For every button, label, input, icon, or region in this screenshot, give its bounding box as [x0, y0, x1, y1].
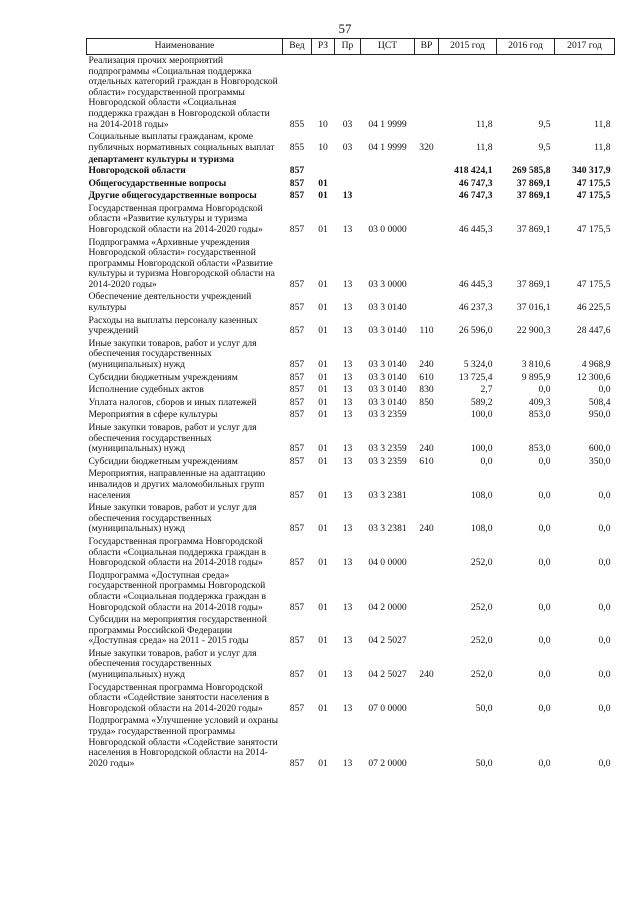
cell-rz: 01 [318, 396, 328, 408]
table-row [87, 315, 615, 338]
table-row [87, 237, 615, 292]
cell-2016: 409,3 [528, 396, 551, 408]
cell-2015: 50,0 [475, 757, 493, 769]
cell-ved: 857 [289, 384, 305, 396]
cell-2017: 0,0 [598, 384, 611, 396]
cell-pr: 13 [342, 325, 353, 337]
table-row [87, 55, 615, 132]
cell-name: Иные закупки товаров, работ и услуг для обеспечения государственных (муниципальных) нужд [88, 422, 257, 455]
table-row [87, 409, 615, 422]
table-row [87, 190, 615, 203]
cell-ved: 857 [289, 164, 305, 176]
cell-ved: 855 [289, 118, 305, 130]
cell-vr [415, 715, 439, 770]
cell-2015: 46 747,3 [458, 177, 493, 189]
cell-pr: 13 [342, 702, 353, 714]
header-name: Наименование [87, 39, 283, 55]
cell-2017: 0,0 [598, 489, 611, 501]
cell-cst: 03 3 2381 [368, 489, 407, 501]
cell-2017: 340 317,9 [572, 164, 611, 176]
cell-2017: 47 175,5 [576, 177, 611, 189]
cell-rz: 01 [318, 635, 328, 647]
cell-2017: 950,0 [588, 409, 611, 421]
cell-rz: 10 [318, 141, 328, 153]
cell-pr: 13 [342, 523, 353, 535]
cell-rz: 01 [318, 455, 328, 467]
table-row [87, 131, 615, 154]
cell-2017: 0,0 [598, 757, 611, 769]
cell-2015: 108,0 [470, 523, 493, 535]
cell-ved: 857 [289, 523, 305, 535]
cell-2016: 37 869,1 [516, 190, 551, 202]
table-row [87, 384, 615, 397]
table-row [87, 468, 615, 502]
cell-vr [415, 570, 439, 614]
cell-pr: 13 [342, 455, 353, 467]
table-row [87, 682, 615, 716]
cell-name: Мероприятия в сфере культуры [88, 409, 218, 421]
cell-rz: 01 [318, 489, 328, 501]
cell-2015: 2,7 [480, 384, 493, 396]
cell-name: Субсидии бюджетным учреждениям [88, 455, 238, 467]
cell-cst: 03 3 0140 [368, 396, 407, 408]
cell-2017: 0,0 [598, 601, 611, 613]
cell-pr: 13 [342, 223, 353, 235]
cell-2015: 5 324,0 [463, 359, 493, 371]
cell-name: Государственная программа Новгородской области «Содействие занятости населения в Новгородской области на 2014-2020 годы» [88, 681, 270, 714]
cell-2016: 0,0 [538, 669, 551, 681]
cell-pr: 13 [342, 409, 353, 421]
cell-name: Подпрограмма «Архивные учреждения Новгородской области» государственной программы Новгородской области «Развитие культуры и туризма Новгородской области на 2014-2020 годы» [88, 236, 275, 290]
cell-name: Иные закупки товаров, работ и услуг для обеспечения государственных (муниципальных) нужд [88, 502, 257, 535]
cell-rz: 01 [318, 190, 328, 202]
cell-2015: 252,0 [470, 557, 493, 569]
cell-vr: 850 [419, 396, 434, 408]
table-row [87, 397, 615, 410]
cell-ved: 857 [289, 371, 305, 383]
cell-name: Общегосударственные вопросы [88, 177, 227, 189]
cell-2016: 9,5 [538, 141, 551, 153]
cell-pr: 13 [342, 757, 353, 769]
cell-vr: 240 [419, 669, 434, 681]
cell-2017: 46 225,5 [576, 302, 611, 314]
cell-2015: 46 237,3 [458, 302, 493, 314]
cell-2016: 37 869,1 [516, 223, 551, 235]
table-row [87, 372, 615, 385]
cell-cst: 03 3 0140 [368, 302, 407, 314]
cell-vr [415, 55, 439, 132]
cell-name: Уплата налогов, сборов и иных платежей [88, 396, 257, 408]
cell-2015: 13 725,4 [458, 371, 493, 383]
cell-2015: 0,0 [480, 455, 493, 467]
header-2015: 2015 год [439, 39, 497, 55]
cell-ved: 857 [289, 702, 305, 714]
cell-2016: 269 585,8 [512, 164, 551, 176]
cell-pr: 13 [342, 384, 353, 396]
cell-2016: 853,0 [528, 443, 551, 455]
cell-2015: 252,0 [470, 635, 493, 647]
cell-2015: 46 747,3 [458, 190, 493, 202]
cell-ved: 857 [289, 396, 305, 408]
page-number: 57 [338, 21, 352, 36]
cell-vr [415, 468, 439, 502]
cell-2015: 11,8 [476, 141, 493, 153]
cell-cst: 03 3 2359 [368, 455, 407, 467]
cell-2017: 12 300,6 [576, 371, 611, 383]
cell-vr: 320 [419, 141, 434, 153]
cell-2017: 350,0 [588, 455, 611, 467]
cell-2016: 9,5 [538, 118, 551, 130]
header-2016: 2016 год [497, 39, 555, 55]
header-ved: Вед [283, 39, 312, 55]
cell-2017: 600,0 [588, 443, 611, 455]
cell-pr: 13 [342, 635, 353, 647]
cell-name: Субсидии на мероприятия государственной программы Российской Федерации «Доступная среда» на 2011 - 2015 годы [88, 614, 267, 647]
cell-vr [415, 154, 439, 177]
budget-table [86, 38, 615, 770]
cell-vr: 240 [419, 359, 434, 371]
cell-cst: 03 3 0140 [368, 359, 407, 371]
cell-cst: 04 2 5027 [368, 669, 407, 681]
cell-ved: 857 [289, 757, 305, 769]
cell-name: Подпрограмма «Доступная среда» государственной программы Новгородской области «Социальная поддержка граждан в Новгородской области на 2014-2018 годы» [88, 569, 267, 613]
cell-2016: 0,0 [538, 455, 551, 467]
cell-2017: 0,0 [598, 523, 611, 535]
cell-2017: 11,8 [594, 141, 611, 153]
cell-pr: 13 [342, 371, 353, 383]
header-2017: 2017 год [555, 39, 615, 55]
cell-vr: 610 [419, 455, 434, 467]
cell-2017: 47 175,5 [576, 223, 611, 235]
cell-cst: 04 2 0000 [368, 601, 407, 613]
cell-ved: 857 [289, 278, 305, 290]
cell-ved: 857 [289, 489, 305, 501]
cell-2017: 4 968,9 [581, 359, 611, 371]
cell-ved: 857 [289, 601, 305, 613]
cell-2016: 37 016,1 [516, 302, 551, 314]
cell-ved: 857 [289, 443, 305, 455]
cell-2016: 0,0 [538, 489, 551, 501]
cell-rz: 01 [318, 757, 328, 769]
cell-rz: 01 [318, 177, 328, 189]
cell-rz: 01 [318, 443, 328, 455]
cell-2015: 418 424,1 [454, 164, 493, 176]
cell-vr [415, 237, 439, 292]
cell-2016: 37 869,1 [516, 278, 551, 290]
cell-rz: 01 [318, 371, 328, 383]
cell-rz: 01 [318, 278, 328, 290]
cell-name: Мероприятия, направленные на адаптацию инвалидов и других маломобильных групп населения [88, 468, 266, 501]
cell-2015: 589,2 [470, 396, 493, 408]
cell-name: Исполнение судебных актов [88, 384, 204, 396]
cell-cst: 04 0 0000 [368, 557, 407, 569]
cell-ved: 857 [289, 557, 305, 569]
cell-pr: 13 [342, 601, 353, 613]
cell-2015: 108,0 [470, 489, 493, 501]
cell-2017: 47 175,5 [576, 190, 611, 202]
cell-cst: 03 3 2359 [368, 409, 407, 421]
cell-2015: 100,0 [470, 443, 493, 455]
cell-2016: 0,0 [538, 523, 551, 535]
cell-ved: 857 [289, 190, 305, 202]
cell-ved: 857 [289, 635, 305, 647]
table-row [87, 338, 615, 372]
cell-2015: 26 596,0 [458, 325, 493, 337]
cell-cst: 04 1 9999 [368, 118, 407, 130]
cell-cst: 07 0 0000 [368, 702, 407, 714]
cell-2016: 0,0 [538, 635, 551, 647]
cell-cst: 07 2 0000 [368, 757, 407, 769]
cell-2017: 11,8 [594, 118, 611, 130]
cell-pr: 13 [342, 396, 353, 408]
cell-pr: 13 [342, 557, 353, 569]
cell-vr: 240 [419, 443, 434, 455]
cell-2015: 11,8 [476, 118, 493, 130]
cell-rz: 01 [318, 669, 328, 681]
cell-name: Подпрограмма «Улучшение условий и охраны труда» государственной программы Новгородской области «Содействие занятости населения в Новгородской области на 2014-2020 годы» [88, 715, 279, 769]
table-row [87, 536, 615, 570]
table-row [87, 291, 615, 314]
cell-pr: 03 [342, 141, 353, 153]
cell-2016: 22 900,3 [516, 325, 551, 337]
cell-cst: 03 3 0000 [368, 278, 407, 290]
cell-2017: 28 447,6 [576, 325, 611, 337]
table-row [87, 154, 615, 177]
cell-pr: 13 [342, 302, 353, 314]
cell-name: Другие общегосударственные вопросы [88, 190, 257, 202]
cell-name: Иные закупки товаров, работ и услуг для обеспечения государственных (муниципальных) нужд [88, 337, 257, 371]
table-row [87, 203, 615, 237]
cell-ved: 857 [289, 455, 305, 467]
cell-name: Субсидии бюджетным учреждениям [88, 371, 238, 383]
cell-rz: 01 [318, 302, 328, 314]
cell-2015: 100,0 [470, 409, 493, 421]
cell-pr: 13 [342, 190, 353, 202]
cell-2015: 46 445,3 [458, 278, 493, 290]
cell-2015: 50,0 [475, 702, 493, 714]
cell-vr [415, 409, 439, 422]
cell-2016: 0,0 [538, 384, 551, 396]
cell-pr: 13 [342, 489, 353, 501]
cell-cst [361, 154, 415, 177]
table-row [87, 715, 615, 770]
table-row [87, 614, 615, 648]
cell-2017: 0,0 [598, 557, 611, 569]
cell-2015: 252,0 [470, 669, 493, 681]
cell-ved: 857 [289, 177, 305, 189]
table-row [87, 422, 615, 456]
header-pr: Пр [335, 39, 361, 55]
cell-rz: 01 [318, 557, 328, 569]
cell-2016: 0,0 [538, 702, 551, 714]
cell-pr [335, 178, 361, 191]
cell-vr: 240 [419, 523, 434, 535]
cell-2016: 3 810,6 [521, 359, 551, 371]
cell-name: Реализация прочих мероприятий подпрограммы «Социальная поддержка отдельных категорий граждан в Новгородской области» государственной программы Новгородской области «Социальная поддержка граждан в Новгородской области на 2014-2018 годы» [88, 55, 278, 130]
cell-cst: 03 0 0000 [368, 223, 407, 235]
cell-ved: 857 [289, 302, 305, 314]
cell-2015: 252,0 [470, 601, 493, 613]
cell-cst: 03 3 0140 [368, 371, 407, 383]
cell-vr: 610 [419, 371, 434, 383]
cell-vr [415, 203, 439, 237]
cell-ved: 857 [289, 409, 305, 421]
table-row [87, 502, 615, 536]
table-row [87, 648, 615, 682]
cell-rz: 01 [318, 409, 328, 421]
cell-cst: 03 3 2381 [368, 523, 407, 535]
cell-name: Социальные выплаты гражданам, кроме публичных нормативных социальных выплат [88, 131, 275, 153]
cell-vr [415, 190, 439, 203]
cell-vr [415, 178, 439, 191]
cell-vr [415, 291, 439, 314]
cell-vr: 830 [419, 384, 434, 396]
cell-vr [415, 682, 439, 716]
cell-ved: 857 [289, 325, 305, 337]
cell-rz [312, 154, 335, 177]
cell-ved: 857 [289, 669, 305, 681]
cell-pr: 13 [342, 278, 353, 290]
cell-rz: 01 [318, 601, 328, 613]
table-row [87, 570, 615, 614]
cell-cst: 03 3 0140 [368, 384, 407, 396]
cell-pr: 03 [342, 118, 353, 130]
cell-cst [361, 190, 415, 203]
cell-2017: 0,0 [598, 635, 611, 647]
cell-2017: 47 175,5 [576, 278, 611, 290]
cell-2017: 508,4 [588, 396, 611, 408]
cell-ved: 857 [289, 359, 305, 371]
cell-rz: 01 [318, 325, 328, 337]
cell-cst: 04 1 9999 [368, 141, 407, 153]
table-header-row [87, 39, 615, 55]
cell-rz: 01 [318, 702, 328, 714]
cell-name: Государственная программа Новгородской области «Развитие культуры и туризма Новгородской области на 2014-2020 годы» [88, 202, 263, 235]
cell-ved: 855 [289, 141, 305, 153]
cell-pr: 13 [342, 443, 353, 455]
cell-rz: 01 [318, 384, 328, 396]
cell-2017: 0,0 [598, 669, 611, 681]
cell-name: Государственная программа Новгородской области «Социальная поддержка граждан в Новгородской области на 2014-2018 годы» [88, 535, 267, 569]
cell-2017: 0,0 [598, 702, 611, 714]
cell-cst: 03 3 2359 [368, 443, 407, 455]
cell-2016: 853,0 [528, 409, 551, 421]
cell-rz: 01 [318, 223, 328, 235]
table-row [87, 456, 615, 469]
cell-vr: 110 [419, 325, 434, 337]
cell-rz: 01 [318, 359, 328, 371]
table-row [87, 178, 615, 191]
cell-name: Иные закупки товаров, работ и услуг для обеспечения государственных (муниципальных) нужд [88, 647, 257, 681]
cell-cst: 04 2 5027 [368, 635, 407, 647]
cell-2016: 37 869,1 [516, 177, 551, 189]
cell-name: Расходы на выплаты персоналу казенных учреждений [88, 314, 258, 337]
header-cst: ЦСТ [361, 39, 415, 55]
cell-name: департамент культуры и туризма Новгородской области [88, 154, 235, 176]
cell-2016: 0,0 [538, 557, 551, 569]
cell-pr: 13 [342, 669, 353, 681]
cell-pr [335, 154, 361, 177]
cell-vr [415, 614, 439, 648]
cell-name: Обеспечение деятельности учреждений культуры [88, 291, 252, 314]
table-body [87, 55, 615, 771]
header-vr: ВР [415, 39, 439, 55]
cell-cst [361, 178, 415, 191]
cell-pr: 13 [342, 359, 353, 371]
cell-rz: 10 [318, 118, 328, 130]
cell-2016: 9 895,9 [521, 371, 551, 383]
cell-2016: 0,0 [538, 601, 551, 613]
cell-vr [415, 536, 439, 570]
header-rz: РЗ [312, 39, 335, 55]
cell-ved: 857 [289, 223, 305, 235]
cell-2016: 0,0 [538, 757, 551, 769]
cell-rz: 01 [318, 523, 328, 535]
cell-cst: 03 3 0140 [368, 325, 407, 337]
cell-2015: 46 445,3 [458, 223, 493, 235]
